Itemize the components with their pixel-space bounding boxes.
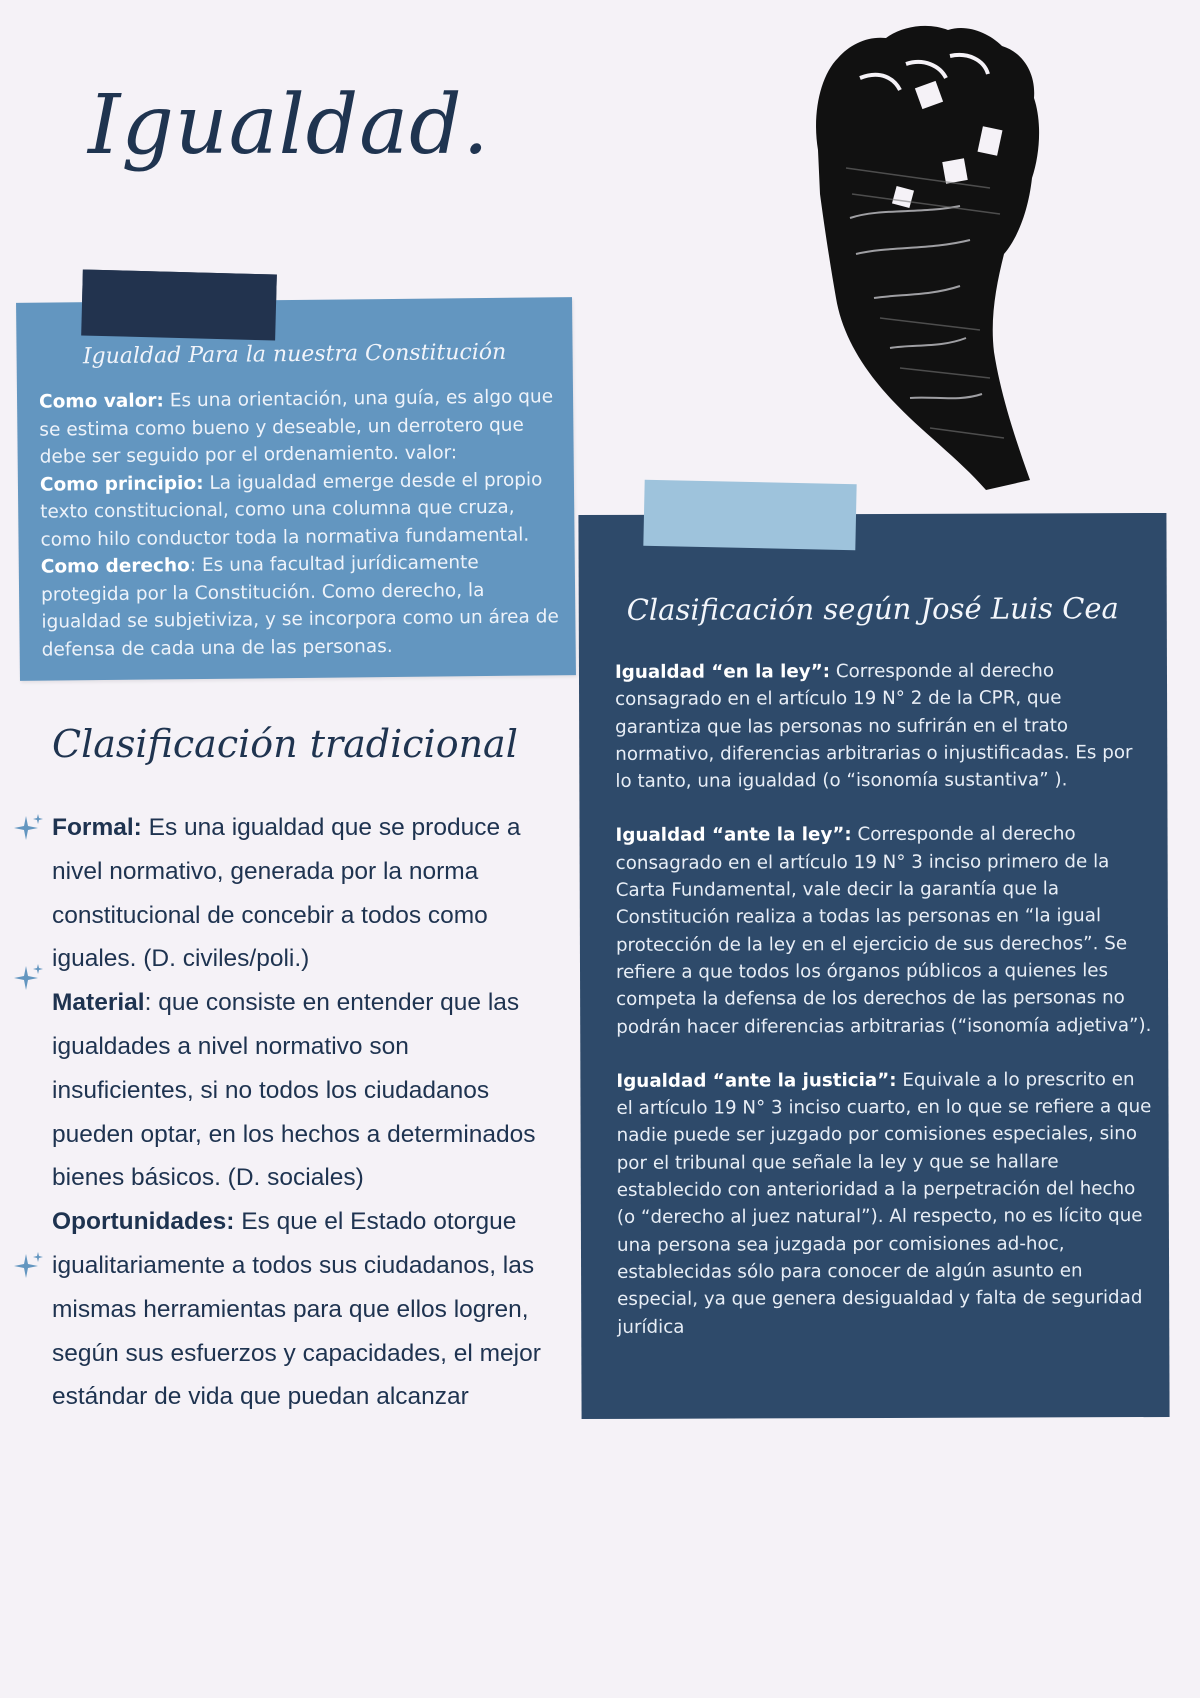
cea-note-body <box>615 657 1153 1368</box>
text-valor: Es una orientación, una guía, es algo que se estima como bueno y deseable, un derrotero que debe ser seguido por el ordenamiento. valor: <box>39 386 554 468</box>
tape-light <box>643 480 856 550</box>
cea-note <box>578 513 1169 1419</box>
term-formal: Formal: <box>52 814 142 841</box>
term-en-la-ley: Igualdad “en la ley”: <box>614 661 831 683</box>
term-derecho: Como derecho <box>40 555 190 578</box>
term-ante-la-justicia: Igualdad “ante la justicia”: <box>616 1069 897 1092</box>
text-material: : que consiste en entender que las igualdades a nivel normativo son insuficientes, si no todos los ciudadanos pueden optar, en los hechos a determinados bienes básicos. (D. sociales) <box>52 989 536 1192</box>
constitution-note-body <box>39 383 562 663</box>
term-material: Material <box>52 989 145 1017</box>
text-principio: La igualdad emerge desde el propio texto constitucional, como una columna que cruza, como hilo conductor toda la normativa fundamental. <box>40 468 543 551</box>
term-valor: Como valor: <box>38 390 165 413</box>
sparkle-icon <box>12 962 46 996</box>
text-en-la-ley: Corresponde al derecho consagrado en el artículo 19 N° 2 de la CPR, que garantiza que las personas no sufrirán en el trato normativo, diferencias arbitrarias o injustificadas. Es por lo tanto, una igualdad (o “isonomía sustantiva” ). <box>615 660 1133 793</box>
traditional-list <box>52 806 552 1419</box>
text-ante-la-ley: Corresponde al derecho consagrado en el artículo 19 N° 3 inciso primero de la Carta Fundamental, vale decir la garantía que la Constitución realiza a todas las personas en “la igual protección de la ley en el ejercicio de sus derechos”. Se refiere a que todos los órganos públicos a quienes les competa la defensa de los derechos de las personas no podrán hacer diferencias arbitrarias (“isonomía adjetiva”). <box>615 823 1152 1038</box>
paragraph-ante-la-ley <box>615 821 1152 1041</box>
term-oportunidades: Oportunidades: <box>52 1208 235 1236</box>
text-oportunidades: Es que el Estado otorgue igualitariamente a todos sus ciudadanos, las mismas herramientas para que ellos logren, según sus esfuerzos y capacidades, el mejor estándar de vida que puedan alcanzar <box>52 1208 541 1411</box>
constitution-note-title: Igualdad Para la nuestra Constitución <box>82 339 507 370</box>
cea-note-title: Clasificación según José Luis Cea <box>626 591 1119 627</box>
text-formal: Es una igualdad que se produce a nivel normativo, generada por la norma constitucional de concebir a todos como iguales. (D. civiles/poli.) <box>52 814 521 973</box>
sparkle-icon <box>12 1250 46 1284</box>
term-ante-la-ley: Igualdad “ante la ley”: <box>615 824 852 847</box>
tape-dark-overlay <box>81 269 277 340</box>
traditional-title: Clasificación tradicional <box>52 722 518 766</box>
text-ante-la-justicia: Equivale a lo prescrito en el artículo 19 N° 3 inciso cuarto, en lo que se refiere a que nadie puede ser juzgado por comisiones especiales, sino por el tribunal que señale la ley y que se hallare establecido con anterioridad a la perpetración del hecho (o “derecho al juez natural”). Al respecto, no es lícito que una persona sea juzgada por comisiones ad-hoc, establecidas sólo para conocer de algún asunto en especial, ya que genera desigualdad y falta de seguridad jurídica <box>616 1068 1152 1338</box>
sparkle-icon <box>12 812 46 846</box>
paragraph-ante-la-justicia <box>616 1066 1153 1341</box>
page-title: Igualdad. <box>88 78 490 173</box>
raised-fist-icon <box>790 18 1060 500</box>
term-principio: Como principio: <box>39 472 204 496</box>
text-derecho: : Es una facultad jurídicamente protegida por la Constitución. Como derecho, la igualdad se subjetiviza, y se incorpora como un área de defensa de cada una de las personas. <box>40 552 559 661</box>
paragraph-en-la-ley <box>615 657 1151 795</box>
constitution-note <box>16 297 576 681</box>
